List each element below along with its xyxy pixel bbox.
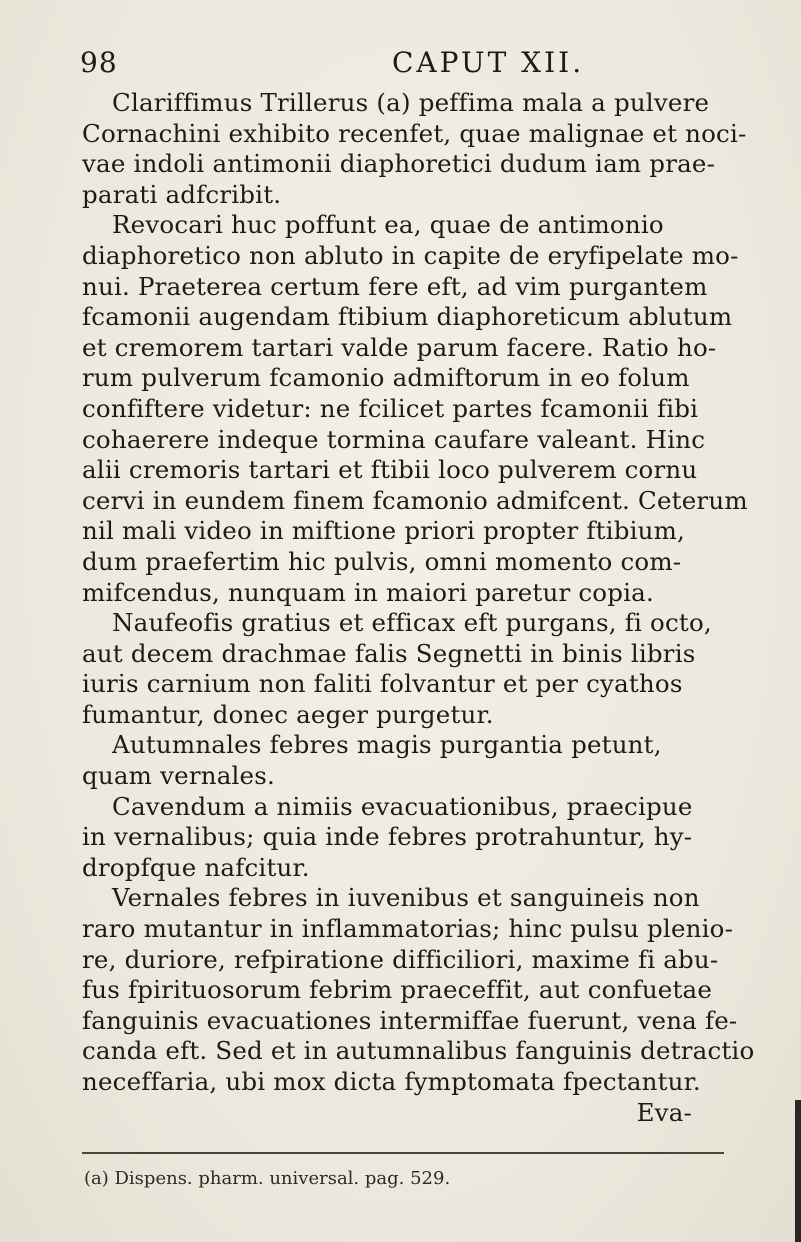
catchword: Eva- bbox=[636, 1097, 692, 1127]
text-line: fanguinis evacuationes intermiffae fuerunt, vena fe- bbox=[82, 1005, 738, 1035]
text-line: dropfque nafcitur. bbox=[82, 852, 310, 882]
text-line: Cavendum a nimiis evacuationibus, praecipue bbox=[112, 791, 693, 821]
text-line: dum praefertim hic pulvis, omni momento com- bbox=[82, 546, 682, 576]
text-line: aut decem drachmae falis Segnetti in binis libris bbox=[82, 638, 696, 668]
text-line: cohaerere indeque tormina caufare valeant. Hinc bbox=[82, 424, 706, 454]
footnote: (a) Dispens. pharm. universal. pag. 529. bbox=[84, 1168, 451, 1189]
text-line: neceffaria, ubi mox dicta fymptomata fpectantur. bbox=[82, 1067, 701, 1096]
text-line: raro mutantur in inflammatorias; hinc pulsu plenio- bbox=[82, 914, 734, 944]
text-line: Clariffimus Trillerus (a) peffima mala a pulvere bbox=[112, 88, 710, 117]
text-line: fumantur, donec aeger purgetur. bbox=[82, 699, 494, 729]
text-line: Revocari huc poffunt ea, quae de antimonio bbox=[112, 210, 664, 240]
text-line: fus fpirituosorum febrim praeceffit, aut confuetae bbox=[82, 975, 713, 1005]
text-line: parati adfcribit. bbox=[82, 179, 282, 209]
text-line: fcamonii augendam ftibium diaphoreticum ablutum bbox=[82, 302, 733, 332]
running-head: CAPUT XII. bbox=[392, 46, 585, 79]
body-text bbox=[82, 88, 755, 1128]
text-line: diaphoretico non abluto in capite de eryfipelate mo- bbox=[82, 240, 739, 270]
text-line: Naufeofis gratius et efficax eft purgans, fi octo, bbox=[112, 608, 712, 638]
text-line: nui. Praeterea certum fere eft, ad vim purgantem bbox=[82, 271, 708, 301]
text-line: nil mali video in miftione priori propter ftibium, bbox=[82, 516, 686, 546]
page-header bbox=[80, 44, 720, 84]
text-line: in vernalibus; quia inde febres protrahuntur, hy- bbox=[82, 822, 693, 852]
text-line: confiftere videtur: ne fcilicet partes fcamonii fibi bbox=[82, 393, 699, 423]
text-line: vae indoli antimonii diaphoretici dudum iam prae- bbox=[82, 149, 716, 179]
text-line: et cremorem tartari valde parum facere. Ratio ho- bbox=[82, 332, 717, 362]
text-line: mifcendus, nunquam in maiori paretur copia. bbox=[82, 577, 654, 607]
footnote-rule bbox=[82, 1152, 724, 1154]
text-line: canda eft. Sed et in autumnalibus fanguinis detractio bbox=[82, 1036, 755, 1066]
text-line: re, duriore, refpiratione difficiliori, maxime fi abu- bbox=[82, 944, 719, 974]
page-edge-shadow bbox=[795, 1100, 801, 1242]
text-line: quam vernales. bbox=[82, 761, 276, 791]
text-line: Cornachini exhibito recenfet, quae malignae et noci- bbox=[82, 118, 747, 148]
text-line: alii cremoris tartari et ftibii loco pulverem cornu bbox=[82, 455, 698, 485]
text-line: rum pulverum fcamonio admiftorum in eo folum bbox=[82, 363, 690, 393]
text-line: Vernales febres in iuvenibus et sanguineis non bbox=[112, 883, 700, 913]
page-number: 98 bbox=[80, 46, 118, 79]
text-line: Autumnales febres magis purgantia petunt, bbox=[112, 730, 662, 760]
text-line: iuris carnium non faliti folvantur et per cyathos bbox=[82, 669, 683, 699]
text-line: cervi in eundem finem fcamonio admifcent. Ceterum bbox=[82, 485, 748, 515]
